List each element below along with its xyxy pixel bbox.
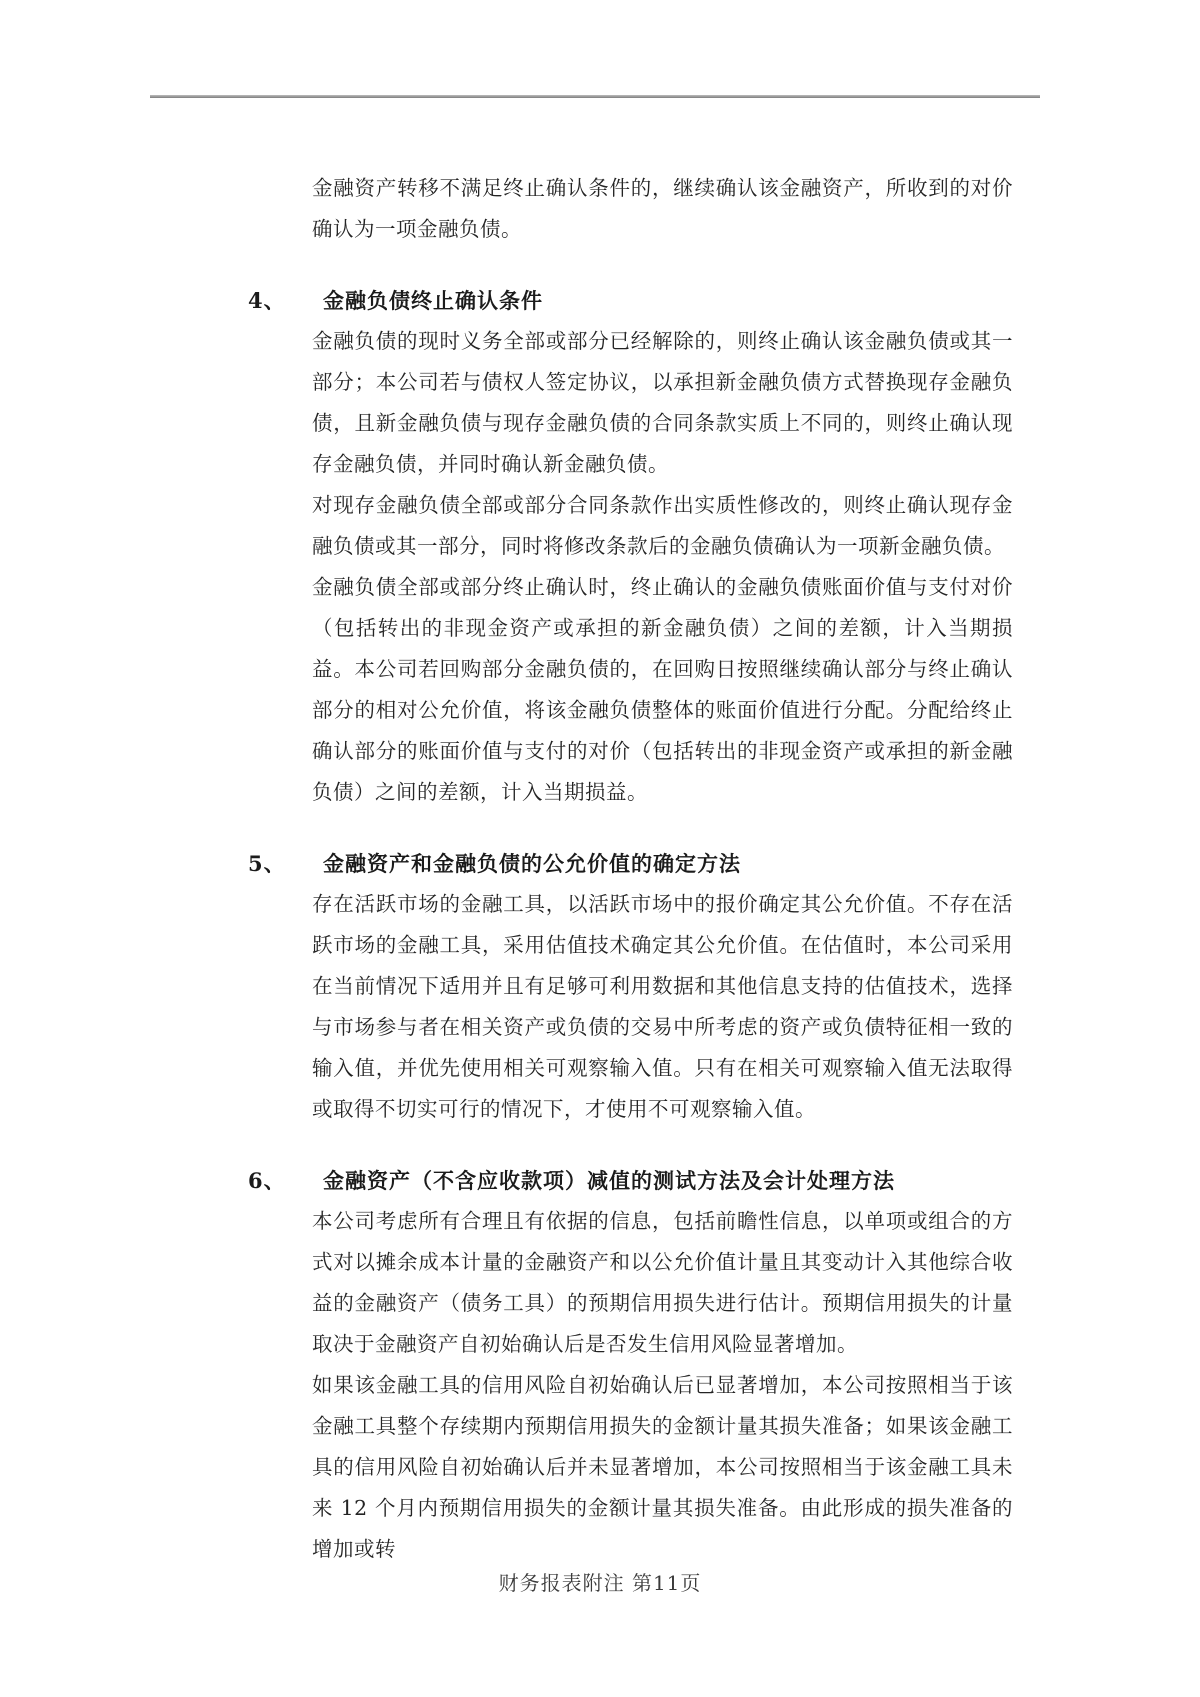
body-paragraph: 金融负债全部或部分终止确认时，终止确认的金融负债账面价值与支付对价（包括转出的非现金资产或承担的新金融负债）之间的差额，计入当期损益。本公司若回购部分金融负债的，在回购日按照继续确认部分与终止确认部分的相对公允价值，将该金融负债整体的账面价值进行分配。分配给终止确认部分的账面价值与支付的对价（包括转出的非现金资产或承担的新金融负债）之间的差额，计入当期损益。 — [312, 575, 1013, 804]
body-paragraph: 对现存金融负债全部或部分合同条款作出实质性修改的，则终止确认现存金融负债或其一部分，同时将修改条款后的金融负债确认为一项新金融负债。 — [312, 493, 1013, 558]
section-4 — [248, 280, 1013, 813]
intro-paragraph: 金融资产转移不满足终止确认条件的，继续确认该金融资产，所收到的对价确认为一项金融负债。 — [312, 176, 1013, 241]
page-footer: 财务报表附注 第11页 — [498, 1571, 702, 1595]
section-4-heading — [248, 280, 1013, 321]
body-paragraph: 存在活跃市场的金融工具，以活跃市场中的报价确定其公允价值。不存在活跃市场的金融工具，采用估值技术确定其公允价值。在估值时，本公司采用在当前情况下适用并且有足够可利用数据和其他信息支持的估值技术，选择与市场参与者在相关资产或负债的交易中所考虑的资产或负债特征相一致的输入值，并优先使用相关可观察输入值。只有在相关可观察输入值无法取得或取得不切实可行的情况下，才使用不可观察输入值。 — [312, 892, 1013, 1121]
section-4-title: 金融负债终止确认条件 — [323, 288, 543, 313]
section-6 — [248, 1160, 1013, 1570]
section-6-number: 6、 — [248, 1168, 286, 1193]
section-5-heading — [248, 843, 1013, 884]
body-paragraph: 如果该金融工具的信用风险自初始确认后已显著增加，本公司按照相当于该金融工具整个存续期内预期信用损失的金额计量其损失准备；如果该金融工具的信用风险自初始确认后并未显著增加，本公司按照相当于该金融工具未来 12 个月内预期信用损失的金额计量其损失准备。由此形成的损失准备的增加或转 — [312, 1373, 1013, 1561]
section-5-title: 金融资产和金融负债的公允价值的确定方法 — [323, 851, 741, 876]
section-5-number: 5、 — [248, 851, 286, 876]
section-5 — [248, 843, 1013, 1130]
section-4-number: 4、 — [248, 288, 286, 313]
section-6-heading — [248, 1160, 1013, 1201]
body-paragraph: 本公司考虑所有合理且有依据的信息，包括前瞻性信息，以单项或组合的方式对以摊余成本计量的金融资产和以公允价值计量且其变动计入其他综合收益的金融资产（债务工具）的预期信用损失进行估计。预期信用损失的计量取决于金融资产自初始确认后是否发生信用风险显著增加。 — [312, 1209, 1013, 1356]
content-area — [248, 0, 1013, 1570]
section-6-title: 金融资产（不含应收款项）减值的测试方法及会计处理方法 — [323, 1168, 895, 1193]
body-paragraph: 金融负债的现时义务全部或部分已经解除的，则终止确认该金融负债或其一部分；本公司若与债权人签定协议，以承担新金融负债方式替换现存金融负债，且新金融负债与现存金融负债的合同条款实质上不同的，则终止确认现存金融负债，并同时确认新金融负债。 — [312, 329, 1013, 476]
